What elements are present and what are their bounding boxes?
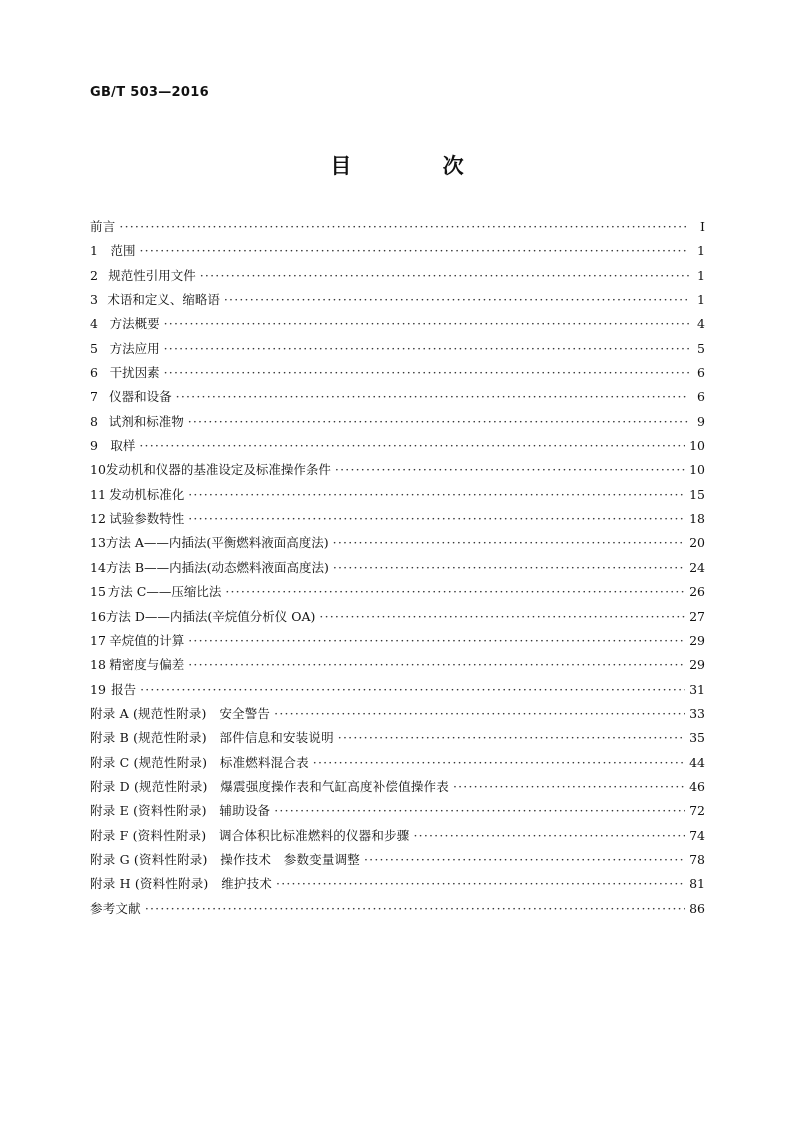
toc-entry-number: 8 (90, 413, 98, 429)
toc-entry[interactable] (90, 751, 705, 775)
toc-entry-label: 干扰因素 (109, 365, 160, 381)
toc-entry-label: 试验参数特性 (109, 511, 185, 527)
toc-entry[interactable] (90, 580, 705, 604)
dot-leader (333, 531, 685, 555)
toc-entry-label: 附录 F (资料性附录) 调合体积比标准燃料的仪器和步骤 (90, 827, 410, 843)
toc-entry-page: 1 (697, 243, 705, 259)
dot-leader (313, 751, 685, 775)
toc-entry[interactable] (90, 215, 705, 239)
toc-entry[interactable] (90, 848, 705, 872)
toc-entry-page: 15 (689, 486, 705, 502)
toc-entry-label: 术语和定义、缩略语 (107, 292, 220, 308)
dot-leader (224, 288, 689, 312)
toc-entry-label: 附录 C (规范性附录) 标准燃料混合表 (90, 754, 309, 770)
toc-entry-label: 方法 C——压缩比法 (107, 584, 222, 600)
toc-entry-label: 发动机标准化 (109, 486, 185, 502)
toc-entry-page: 20 (689, 535, 705, 551)
dot-leader (188, 410, 689, 434)
toc-entry[interactable] (90, 653, 705, 677)
toc-entry-label: 仪器和设备 (109, 389, 172, 405)
toc-entry-number: 6 (90, 365, 98, 381)
toc-entry-page: 35 (689, 730, 705, 746)
toc-entry-page: 5 (697, 340, 705, 356)
toc-entry[interactable] (90, 897, 705, 921)
dot-leader (333, 556, 685, 580)
toc-entry[interactable] (90, 531, 705, 555)
toc-entry-number: 3 (90, 292, 98, 308)
toc-entry-label: 附录 A (规范性附录) 安全警告 (90, 705, 271, 721)
toc-entry-number: 9 (90, 438, 98, 454)
toc-entry-label: 方法 B——内插法(动态燃料液面高度法) (105, 559, 329, 575)
page-title: 目 次 (330, 154, 506, 178)
toc-entry-page: 31 (689, 681, 705, 697)
toc-entry-label: 参考文献 (90, 900, 141, 916)
toc-entry[interactable] (90, 434, 705, 458)
toc-entry-label: 附录 B (规范性附录) 部件信息和安装说明 (90, 730, 334, 746)
dot-leader (335, 458, 685, 482)
dot-leader (176, 385, 689, 409)
toc-entry-label: 方法 A——内插法(平衡燃料液面高度法) (105, 535, 329, 551)
toc-entry-label: 附录 E (资料性附录) 辅助设备 (90, 803, 271, 819)
toc-entry-number: 15 (90, 584, 106, 600)
toc-entry-page: 6 (697, 365, 705, 381)
toc-entry-page: 18 (689, 511, 705, 527)
toc-entry-page: 44 (689, 754, 705, 770)
dot-leader (164, 312, 689, 336)
standard-code: GB/T 503—2016 (90, 85, 209, 100)
dot-leader (276, 872, 685, 896)
toc-entry[interactable] (90, 361, 705, 385)
toc-entry-page: 74 (689, 827, 705, 843)
toc-entry-page: 29 (689, 632, 705, 648)
dot-leader (188, 507, 685, 531)
toc-entry[interactable] (90, 483, 705, 507)
toc-entry[interactable] (90, 702, 705, 726)
toc-entry-page: 6 (697, 389, 705, 405)
toc-entry-label: 取样 (110, 438, 136, 454)
toc-entry[interactable] (90, 629, 705, 653)
dot-leader (319, 605, 685, 629)
toc-entry[interactable] (90, 385, 705, 409)
toc-entry[interactable] (90, 458, 705, 482)
toc-entry-number: 10 (90, 462, 106, 478)
dot-leader (274, 799, 685, 823)
toc-entry-number: 4 (90, 316, 98, 332)
toc-entry-page: 46 (689, 778, 705, 794)
toc-entry-page: 29 (689, 657, 705, 673)
toc-entry-number: 11 (90, 486, 106, 502)
toc-entry-number: 17 (90, 632, 106, 648)
toc-entry-number: 2 (90, 267, 98, 283)
toc-entry[interactable] (90, 799, 705, 823)
dot-leader (274, 702, 685, 726)
dot-leader (188, 653, 685, 677)
toc-entry[interactable] (90, 312, 705, 336)
toc-entry[interactable] (90, 410, 705, 434)
toc-entry[interactable] (90, 605, 705, 629)
toc-entry-page: 33 (689, 705, 705, 721)
dot-leader (413, 824, 685, 848)
toc-entry[interactable] (90, 872, 705, 896)
toc-entry-label: 前言 (90, 219, 116, 234)
toc-entry-page: 27 (689, 608, 705, 624)
toc-entry-page: 4 (697, 316, 705, 332)
toc-entry-page: 1 (697, 292, 705, 308)
dot-leader (119, 215, 689, 239)
dot-leader (364, 848, 685, 872)
toc-entry[interactable] (90, 775, 705, 799)
dot-leader (188, 483, 685, 507)
toc-entry[interactable] (90, 726, 705, 750)
toc-entry-label: 辛烷值的计算 (109, 632, 185, 648)
dot-leader (338, 726, 685, 750)
dot-leader (200, 264, 689, 288)
toc-entry-label: 发动机和仪器的基准设定及标准操作条件 (105, 462, 331, 478)
toc-entry-page: 10 (689, 438, 705, 454)
toc-entry-number: 12 (90, 511, 106, 527)
toc-entry-page: 24 (689, 559, 705, 575)
toc-entry-number: 14 (90, 559, 106, 575)
toc-entry-page: Ⅰ (700, 219, 705, 234)
toc-entry-label: 方法 D——内插法(辛烷值分析仪 OA) (105, 608, 316, 624)
dot-leader (453, 775, 685, 799)
toc-entry-page: 72 (689, 803, 705, 819)
toc-entry-number: 18 (90, 657, 106, 673)
toc-entry-page: 86 (689, 900, 705, 916)
toc-entry-label: 规范性引用文件 (108, 267, 196, 283)
toc-entry-number: 19 (90, 681, 106, 697)
toc-entry-page: 10 (689, 462, 705, 478)
toc-entry-label: 方法应用 (109, 340, 160, 356)
toc-entry-page: 81 (689, 876, 705, 892)
dot-leader (139, 434, 685, 458)
toc-entry[interactable] (90, 288, 705, 312)
toc-entry[interactable] (90, 556, 705, 580)
dot-leader (225, 580, 685, 604)
dot-leader (188, 629, 685, 653)
dot-leader (145, 897, 685, 921)
toc-entry[interactable] (90, 264, 705, 288)
toc-entry[interactable] (90, 507, 705, 531)
toc-entry-label: 方法概要 (109, 316, 160, 332)
toc-entry-page: 78 (689, 851, 705, 867)
toc-entry-label: 报告 (111, 681, 137, 697)
toc-entry-label: 附录 G (资料性附录) 操作技术 参数变量调整 (90, 851, 360, 867)
toc-entry-label: 精密度与偏差 (109, 657, 185, 673)
toc-entry-page: 26 (689, 584, 705, 600)
dot-leader (164, 361, 689, 385)
toc-entry-number: 7 (90, 389, 98, 405)
toc-entry-page: 1 (697, 267, 705, 283)
toc-entry-label: 试剂和标准物 (108, 413, 184, 429)
toc-entry-label: 范围 (110, 243, 136, 259)
toc-entry[interactable] (90, 824, 705, 848)
toc-entry[interactable] (90, 337, 705, 361)
toc-entry[interactable] (90, 678, 705, 702)
dot-leader (140, 678, 685, 702)
toc-entry-number: 1 (90, 243, 98, 259)
toc-entry-label: 附录 D (规范性附录) 爆震强度操作表和气缸高度补偿值操作表 (90, 778, 449, 794)
toc-entry-number: 16 (90, 608, 106, 624)
table-of-contents (90, 215, 705, 921)
dot-leader (164, 337, 689, 361)
toc-entry-number: 5 (90, 340, 98, 356)
toc-entry-page: 9 (697, 413, 705, 429)
dot-leader (140, 239, 690, 263)
toc-entry-number: 13 (90, 535, 106, 551)
toc-entry-label: 附录 H (资料性附录) 维护技术 (90, 876, 273, 892)
toc-entry[interactable] (90, 239, 705, 263)
